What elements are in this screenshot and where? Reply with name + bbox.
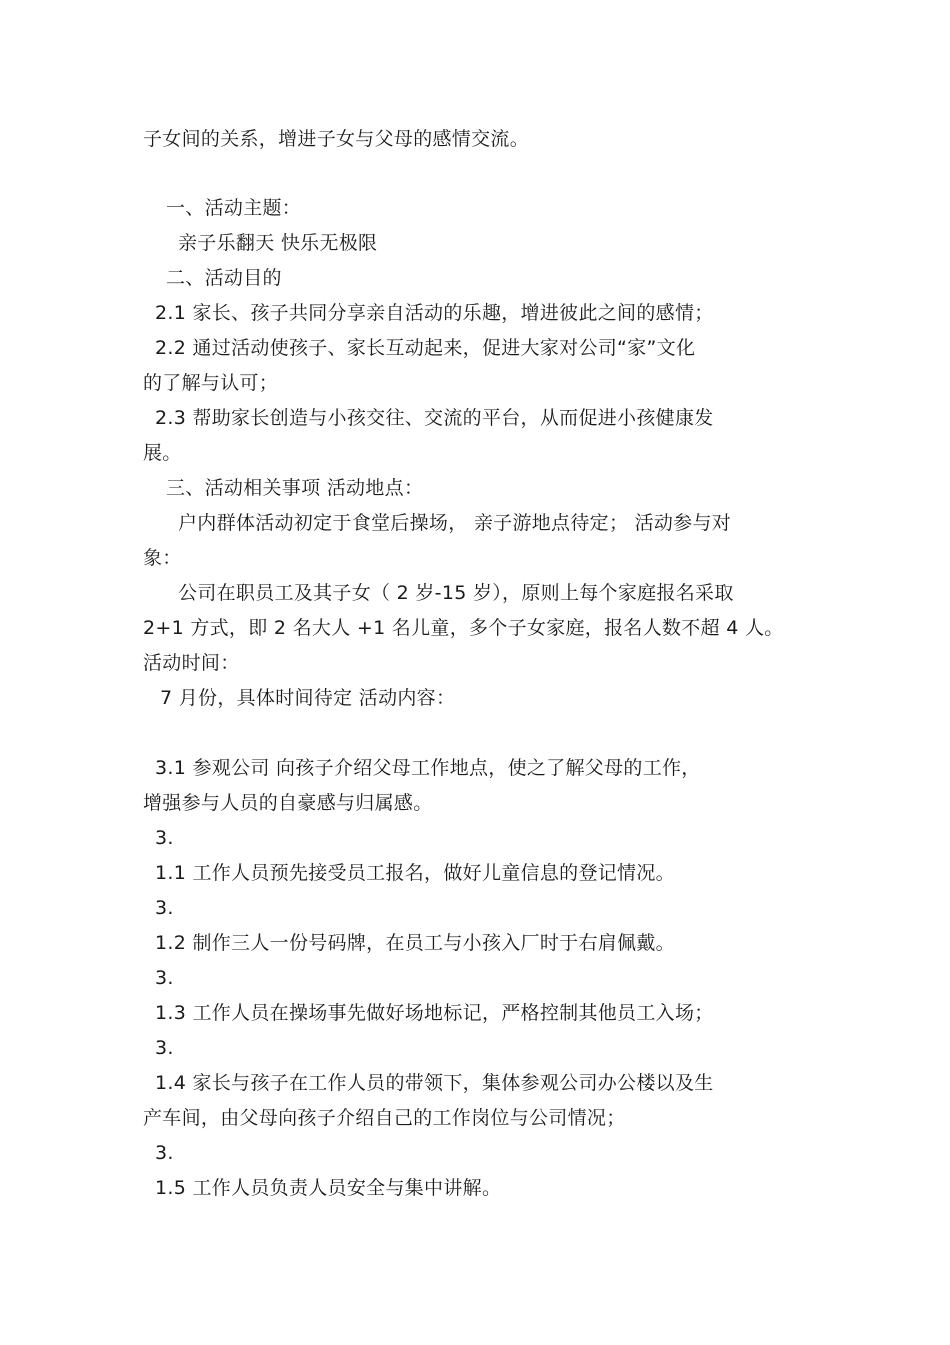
text-line: 增强参与人员的自豪感与归属感。	[143, 792, 433, 814]
text-line: 2.3 帮助家长创造与小孩交往、交流的平台，从而促进小孩健康发	[155, 407, 714, 429]
text-line: 2.2 通过活动使孩子、家长互动起来，促进大家对公司“家”文化	[155, 337, 696, 359]
section-heading: 三、活动相关事项 活动地点：	[166, 477, 424, 499]
text-line: 1.5 工作人员负责人员安全与集中讲解。	[155, 1177, 502, 1199]
section-heading: 二、活动目的	[166, 267, 282, 289]
text-line: 1.2 制作三人一份号码牌，在员工与小孩入厂时于右肩佩戴。	[155, 932, 675, 954]
text-line: 3.	[155, 827, 174, 849]
text-line: 象：	[143, 547, 182, 569]
text-line: 活动时间：	[143, 652, 240, 674]
text-line: 7 月份，具体时间待定 活动内容：	[160, 687, 456, 709]
section-heading: 一、活动主题：	[166, 197, 302, 219]
text-line: 3.1 参观公司 向孩子介绍父母工作地点，使之了解父母的工作，	[155, 757, 701, 779]
text-line: 3.	[155, 897, 174, 919]
text-line: 产车间，由父母向孩子介绍自己的工作岗位与公司情况；	[143, 1107, 626, 1129]
text-line: 公司在职员工及其子女（ 2 岁-15 岁），原则上每个家庭报名采取	[178, 582, 734, 604]
text-line: 户内群体活动初定于食堂后操场， 亲子游地点待定； 活动参与对	[178, 512, 732, 534]
text-line: 3.	[155, 967, 174, 989]
text-line: 1.3 工作人员在操场事先做好场地标记，严格控制其他员工入场；	[155, 1002, 714, 1024]
text-line: 2+1 方式，即 2 名大人 +1 名儿童，多个子女家庭，报名人数不超 4 人。	[143, 617, 784, 639]
text-line: 的了解与认可；	[143, 372, 279, 394]
text-line: 展。	[143, 442, 182, 464]
text-line: 3.	[155, 1142, 174, 1164]
text-line: 3.	[155, 1037, 174, 1059]
text-line: 2.1 家长、孩子共同分享亲自活动的乐趣，增进彼此之间的感情；	[155, 302, 714, 324]
text-line: 1.1 工作人员预先接受员工报名，做好儿童信息的登记情况。	[155, 862, 675, 884]
text-line: 子女间的关系，增进子女与父母的感情交流。	[143, 128, 530, 150]
text-line: 亲子乐翻天 快乐无极限	[178, 232, 378, 254]
text-line: 1.4 家长与孩子在工作人员的带领下，集体参观公司办公楼以及生	[155, 1072, 714, 1094]
